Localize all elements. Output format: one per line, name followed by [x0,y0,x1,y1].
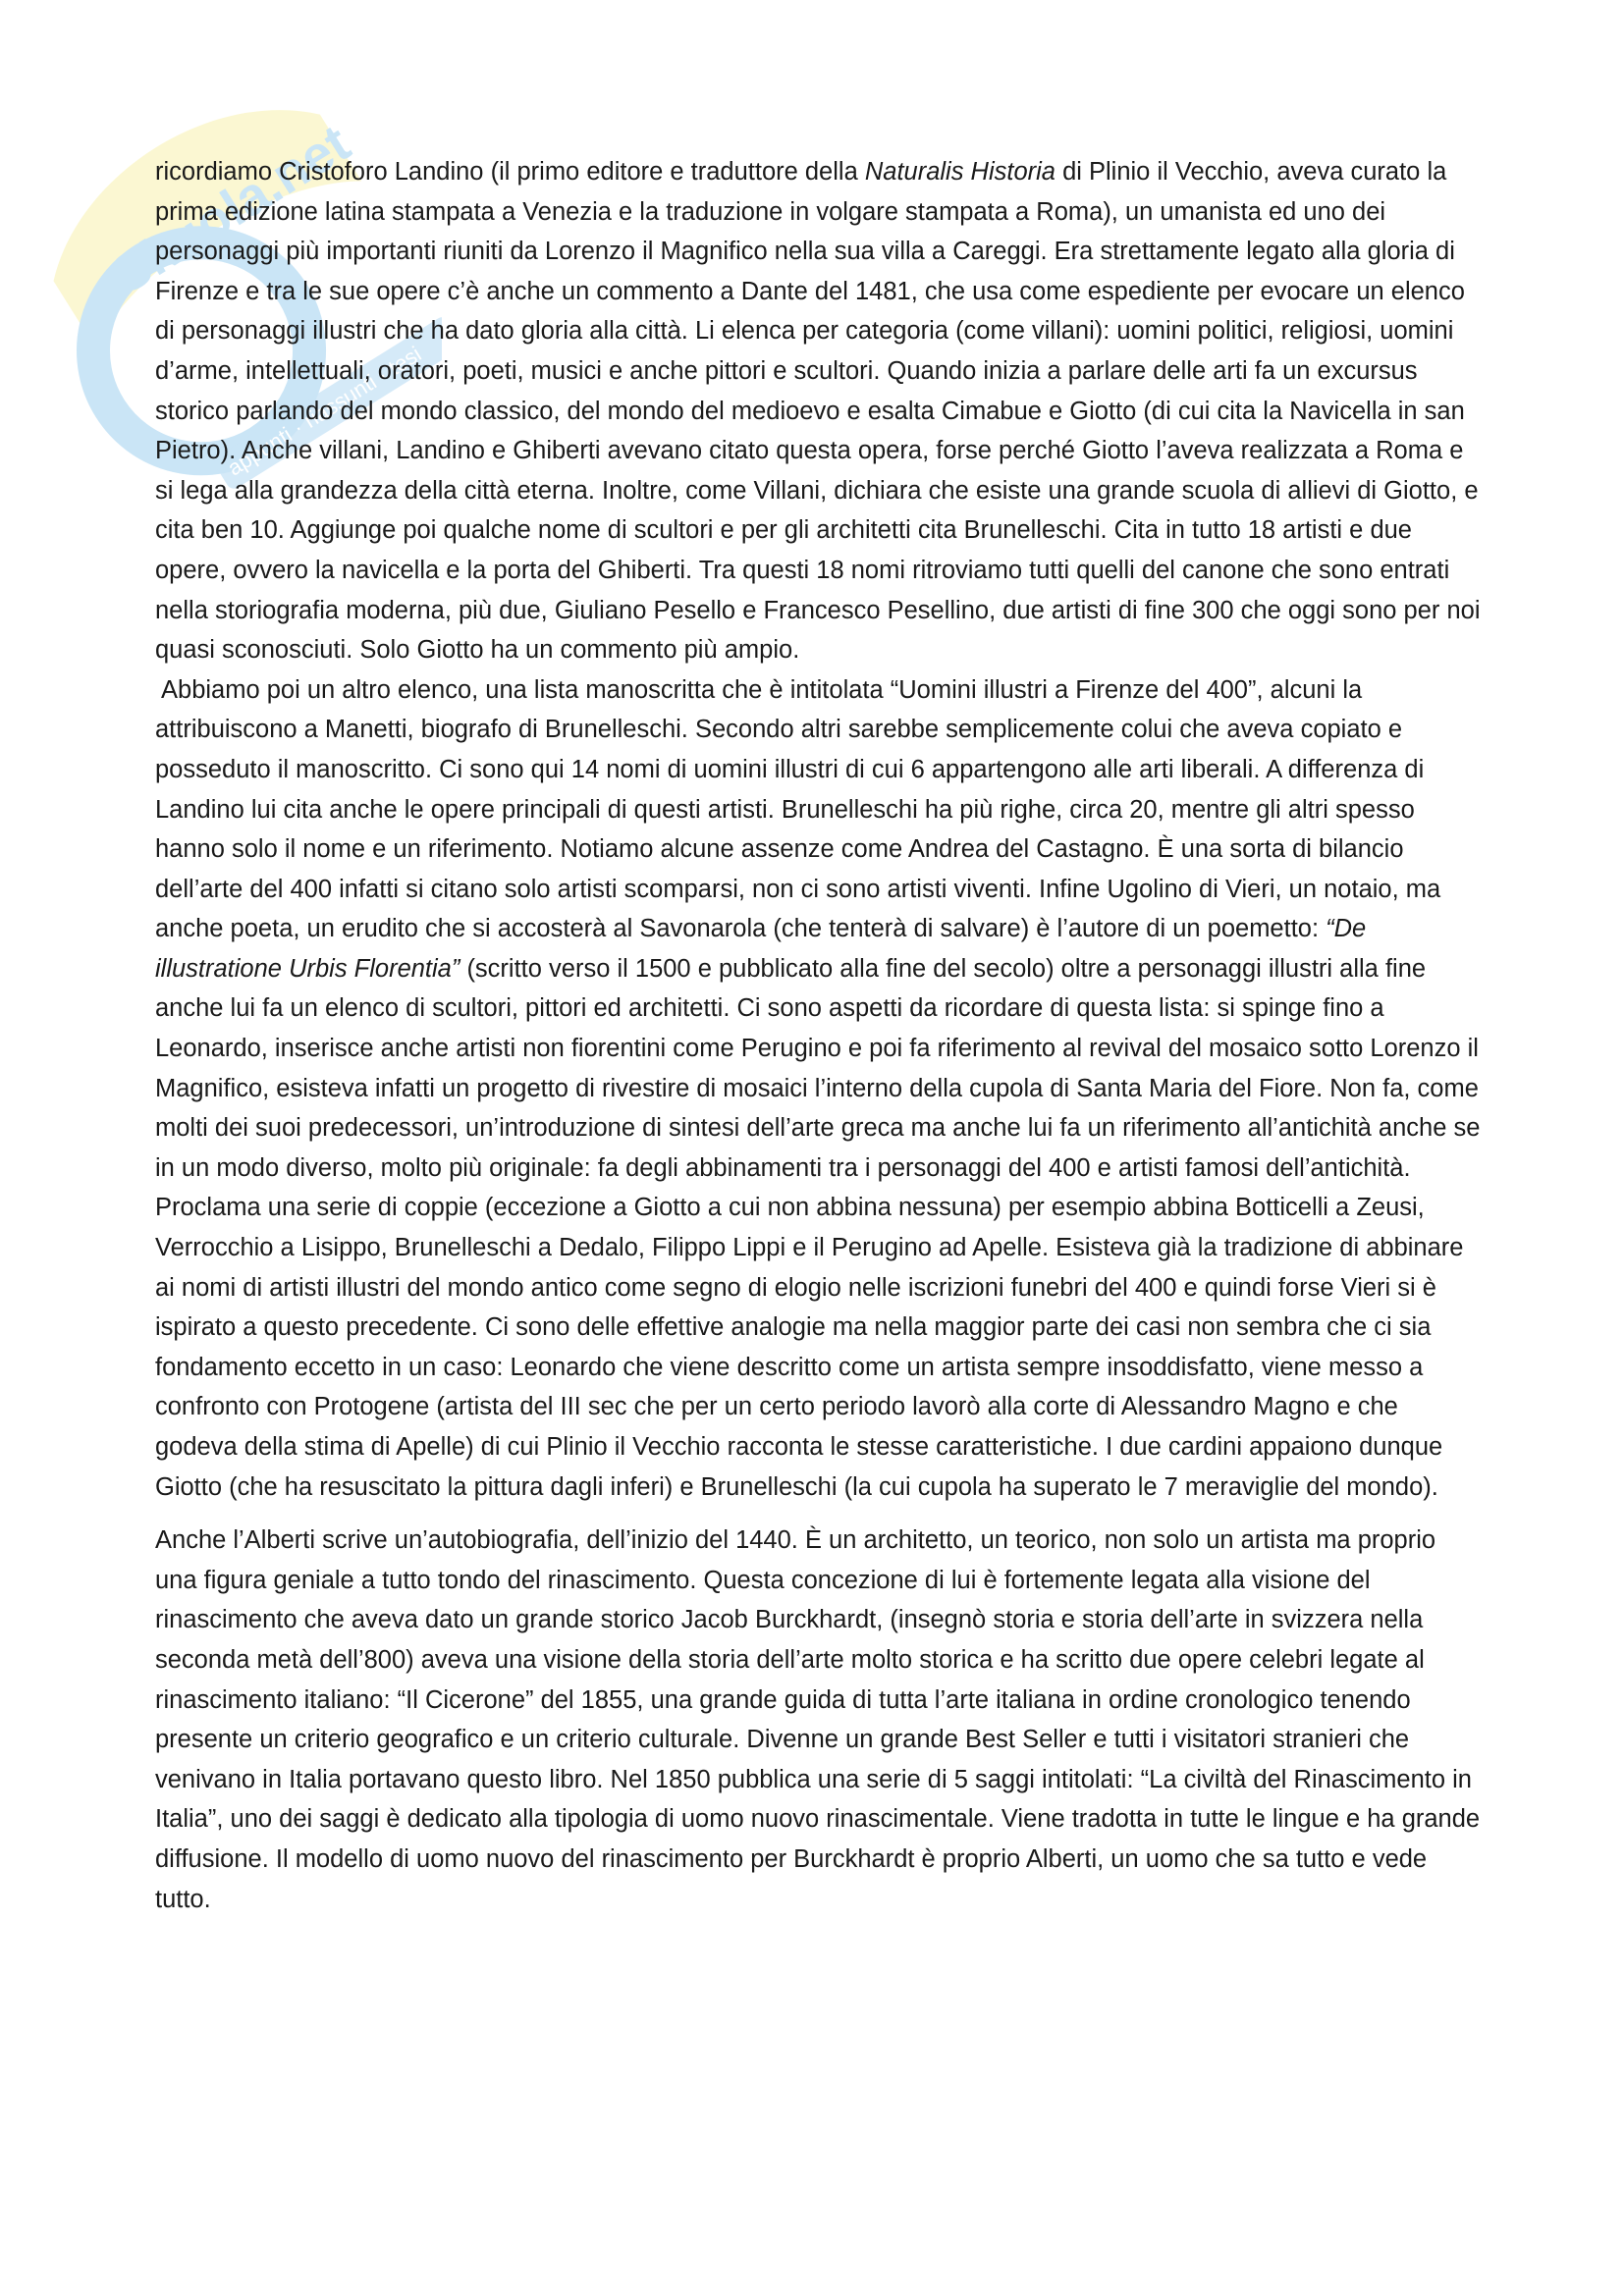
watermark-tagline-text: appunti · riassunti · tesi [223,341,426,481]
paragraph-text: ricordiamo Cristoforo Landino (il primo editore e traduttore della [155,158,865,186]
book-title: Naturalis Historia [864,158,1056,186]
paragraph-text: di Plinio il Vecchio, aveva curato la prima edizione latina stampata a Venezia e la traduzione in volgare stampata a Roma), un umanista ed uno dei personaggi più importanti riuniti da Lorenzo il Magnifico nella sua villa a Careggi. Era strettamente legato alla gloria di Firenze e tra le sue opere c’è anche un commento a Dante del 1481, che usa come espediente per evocare un elenco di personaggi illustri che ha dato gloria alla città. Li elenca per categoria (come villani): uomini politici, religiosi, uomini d’arme, intellettuali, oratori, poeti, musici e anche pittori e scultori. Quando inizia a parlare delle arti fa un excursus storico parlando del mondo classico, del mondo del medioevo e esalta Cimabue e Giotto (di cui cita la Navicella in san Pietro). Anche villani, Landino e Ghiberti avevano citato questa opera, forse perché Giotto l’aveva realizzata a Roma e si lega alla grandezza della città eterna. Inoltre, come Villani, dichiara che esiste una grande scuola di allievi di Giotto, e cita ben 10. Aggiunge poi qualche nome di scultori e per gli architetti cita Brunelleschi. Cita in tutto 18 artisti e due opere, ovvero la navicella e la porta del Ghiberti. Tra questi 18 nomi ritroviamo tutti quelli del canone che sono entrati nella storiografia moderna, più due, Giuliano Pesello e Francesco Pesellino, due artisti di fine 300 che oggi sono per noi quasi sconosciuti. Solo Giotto ha un commento più ampio. [155,158,1481,665]
paragraph-landino [155,152,1481,1507]
paragraph-text: Abbiamo poi un altro elenco, una lista manoscritta che è intitolata “Uomini illustri a Firenze del 400”, alcuni la attribuiscono a Manetti, biografo di Brunelleschi. Secondo altri sarebbe semplicemente colui che aveva copiato e posseduto il manoscritto. Ci sono qui 14 nomi di uomini illustri di cui 6 appartengono alle arti liberali. A differenza di Landino lui cita anche le opere principali di questi artisti. Brunelleschi ha più righe, circa 20, mentre gli altri spesso hanno solo il nome e un riferimento. Notiamo alcune assenze come Andrea del Castagno. È una sorta di bilancio dell’arte del 400 infatti si citano solo artisti scomparsi, non ci sono artisti viventi. Infine Ugolino di Vieri, un notaio, ma anche poeta, un erudito che si accosterà al Savonarola (che tenterà di salvare) è l’autore di un poemetto: [155,675,1441,943]
poem-title: “De illustratione Urbis Florentia” [155,915,1367,983]
paragraph-text: Anche l’Alberti scrive un’autobiografia, dell’inizio del 1440. È un architetto, un teorico, non solo un artista ma proprio una figura geniale a tutto tondo del rinascimento. Questa concezione di lui è fortemente legata alla visione del rinascimento che aveva dato un grande storico Jacob Burckhardt, (insegnò storia e storia dell’arte in svizzera nella seconda metà dell’800) aveva una visione della storia dell’arte molto storica e ha scritto due opere celebri legate al rinascimento italiano: “Il Cicerone” del 1855, una grande guida di tutta l’arte italiana in ordine cronologico tenendo presente un criterio geografico e un criterio culturale. Divenne un grande Best Seller e tutti i visitatori stranieri che venivano in Italia portavano questo libro. Nel 1850 pubblica una serie di 5 saggi intitolati: “La civiltà del Rinascimento in Italia”, uno dei saggi è dedicato alla tipologia di uomo nuovo rinascimentale. Viene tradotta in tutte le lingue e ha grande diffusione. Il modello di uomo nuovo del rinascimento per Burckhardt è proprio Alberti, un uomo che sa tutto e vede tutto. [155,1526,1481,1913]
document-body [155,152,1481,1919]
paragraph-alberti [155,1521,1481,1919]
paragraph-text: (scritto verso il 1500 e pubblicato alla fine del secolo) oltre a personaggi illustri alla fine anche lui fa un elenco di scultori, pittori ed architetti. Ci sono aspetti da ricordare di questa lista: si spinge fino a Leonardo, inserisce anche artisti non fiorentini come Perugino e poi fa riferimento al revival del mosaico sotto Lorenzo il Magnifico, esisteva infatti un progetto di rivestire di mosaici l’interno della cupola di Santa Maria del Fiore. Non fa, come molti dei suoi predecessori, un’introduzione di sintesi dell’arte greca ma anche lui fa un riferimento all’antichità anche se in un modo diverso, molto più originale: fa degli abbinamenti tra i personaggi del 400 e artisti famosi dell’antichità. Proclama una serie di coppie (eccezione a Giotto a cui non abbina nessuna) per esempio abbina Botticelli a Zeusi, Verrocchio a Lisippo, Brunelleschi a Dedalo, Filippo Lippi e il Perugino ad Apelle. Esisteva già la tradizione di abbinare ai nomi di artisti illustri del mondo antico come segno di elogio nelle iscrizioni funebri del 400 e quindi forse Vieri si è ispirato a questo precedente. Ci sono delle effettive analogie ma nella maggior parte dei casi non sembra che ci sia fondamento eccetto in un caso: Leonardo che viene descritto come un artista sempre insoddisfatto, viene messo a confronto con Protogene (artista del III sec che per un certo periodo lavorò alla corte di Alessandro Magno e che godeva della stima di Apelle) di cui Plinio il Vecchio racconta le stesse caratteristiche. I due cardini appaiono dunque Giotto (che ha resuscitato la pittura dagli inferi) e Brunelleschi (la cui cupola ha superato le 7 meraviglie del mondo). [155,954,1481,1501]
watermark-brand-text: Skuola.net [101,113,360,306]
